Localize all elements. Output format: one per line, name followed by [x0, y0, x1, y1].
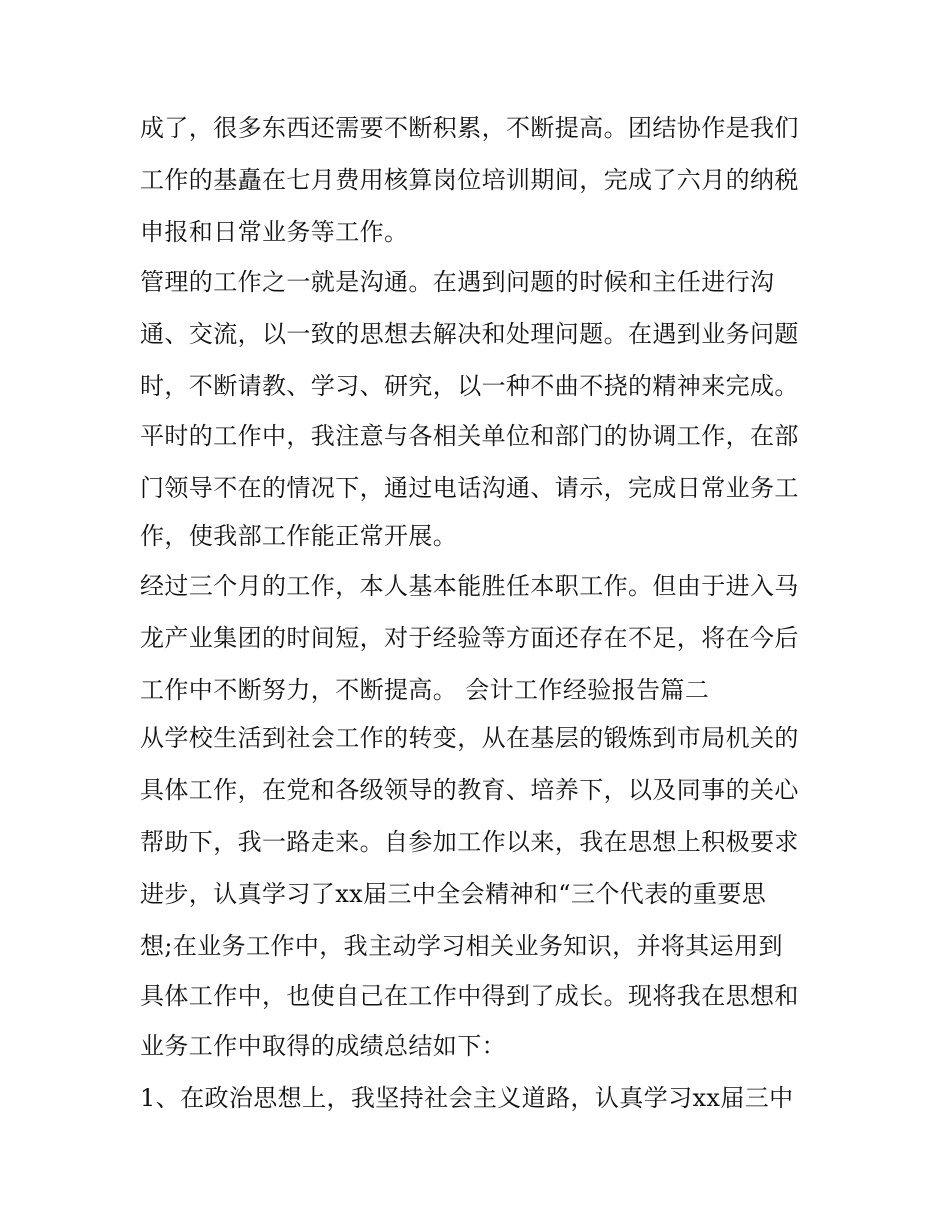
text-line: 龙产业集团的时间短，对于经验等方面还存在不足，将在今后 [140, 624, 799, 652]
text-line: 具体工作中，也使自己在工作中得到了成长。现将我在思想和 [140, 982, 799, 1010]
text-line: 通、交流，以一致的思想去解决和处理问题。在遇到业务问题 [140, 320, 799, 348]
text-line: 从学校生活到社会工作的转变，从在基层的锻炼到市局机关的 [140, 724, 799, 752]
text-line: 时，不断请教、学习、研究，以一种不曲不挠的精神来完成。 [140, 372, 799, 400]
text-line: 门领导不在的情况下，通过电话沟通、请示，完成日常业务工 [140, 474, 799, 502]
text-line: 工作的基矗在七月费用核算岗位培训期间，完成了六月的纳税 [140, 166, 799, 194]
text-line: 申报和日常业务等工作。 [140, 218, 409, 246]
text-line: 想;在业务工作中，我主动学习相关业务知识，并将其运用到 [140, 932, 783, 960]
text-line: 帮助下，我一路走来。自参加工作以来，我在思想上积极要求 [140, 828, 799, 856]
text-line: 业务工作中取得的成绩总结如下： [140, 1032, 506, 1060]
text-line: 成了，很多东西还需要不断积累，不断提高。团结协作是我们 [140, 114, 799, 142]
text-line: 工作中不断努力，不断提高。 会计工作经验报告篇二 [140, 676, 710, 704]
text-line: 进步，认真学习了xx届三中全会精神和“三个代表的重要思 [140, 880, 767, 908]
text-line: 经过三个月的工作，本人基本能胜任本职工作。但由于进入马 [140, 572, 799, 600]
text-line: 具体工作，在党和各级领导的教育、培养下，以及同事的关心 [140, 776, 799, 804]
text-line: 1、在政治思想上，我坚持社会主义道路，认真学习xx届三中 [140, 1084, 794, 1112]
text-line: 作，使我部工作能正常开展。 [140, 522, 458, 550]
text-line: 平时的工作中，我注意与各相关单位和部门的协调工作，在部 [140, 422, 799, 450]
text-line: 管理的工作之一就是沟通。在遇到问题的时候和主任进行沟 [140, 268, 775, 296]
